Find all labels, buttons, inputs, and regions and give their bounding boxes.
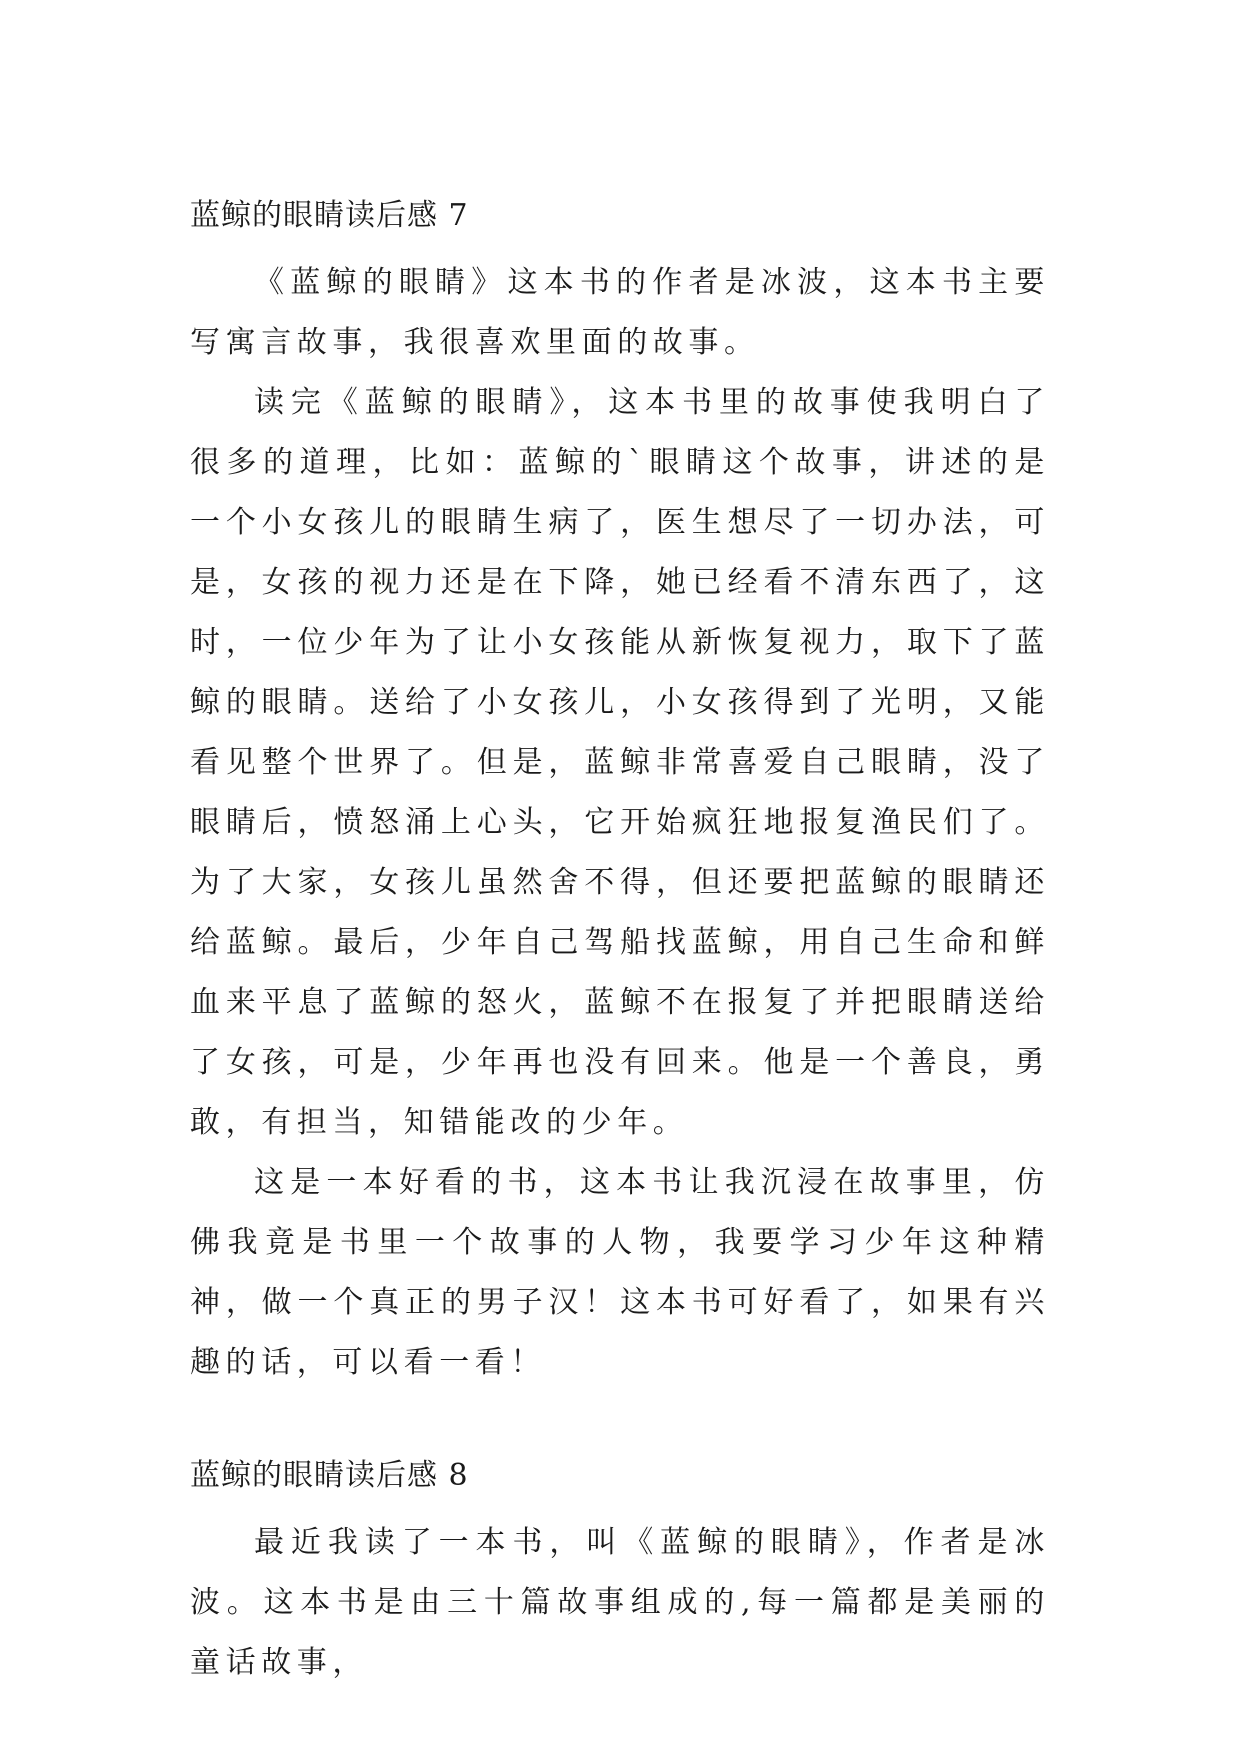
document-body — [190, 193, 1050, 1693]
paragraph: 这是一本好看的书，这本书让我沉浸在故事里，仿佛我竟是书里一个故事的人物，我要学习少年这种精神，做一个真正的男子汉！这本书可好看了，如果有兴趣的话，可以看一看！ — [190, 1165, 1050, 1380]
section-heading: 蓝鲸的眼睛读后感 8 — [190, 1458, 469, 1493]
paragraph: 最近我读了一本书，叫《蓝鲸的眼睛》，作者是冰波。这本书是由三十篇故事组成的,每一篇都是美丽的童话故事， — [190, 1525, 1050, 1680]
section-heading: 蓝鲸的眼睛读后感 7 — [190, 198, 469, 233]
section-spacer — [190, 1393, 1050, 1453]
paragraph: 《蓝鲸的眼睛》这本书的作者是冰波，这本书主要写寓言故事，我很喜欢里面的故事。 — [190, 265, 1050, 360]
paragraph: 读完《蓝鲸的眼睛》，这本书里的故事使我明白了很多的道理，比如：蓝鲸的`眼睛这个故事，讲述的是一个小女孩儿的眼睛生病了，医生想尽了一切办法，可是，女孩的视力还是在下降，她已经看不清东西了，这时，一位少年为了让小女孩能从新恢复视力，取下了蓝鲸的眼睛。送给了小女孩儿，小女孩得到了光明，又能看见整个世界了。但是，蓝鲸非常喜爱自己眼睛，没了眼睛后，愤怒涌上心头，它开始疯狂地报复渔民们了。为了大家，女孩儿虽然舍不得，但还要把蓝鲸的眼睛还给蓝鲸。最后，少年自己驾船找蓝鲸，用自己生命和鲜血来平息了蓝鲸的怒火，蓝鲸不在报复了并把眼睛送给了女孩，可是，少年再也没有回来。他是一个善良，勇敢，有担当，知错能改的少年。 — [190, 385, 1050, 1140]
